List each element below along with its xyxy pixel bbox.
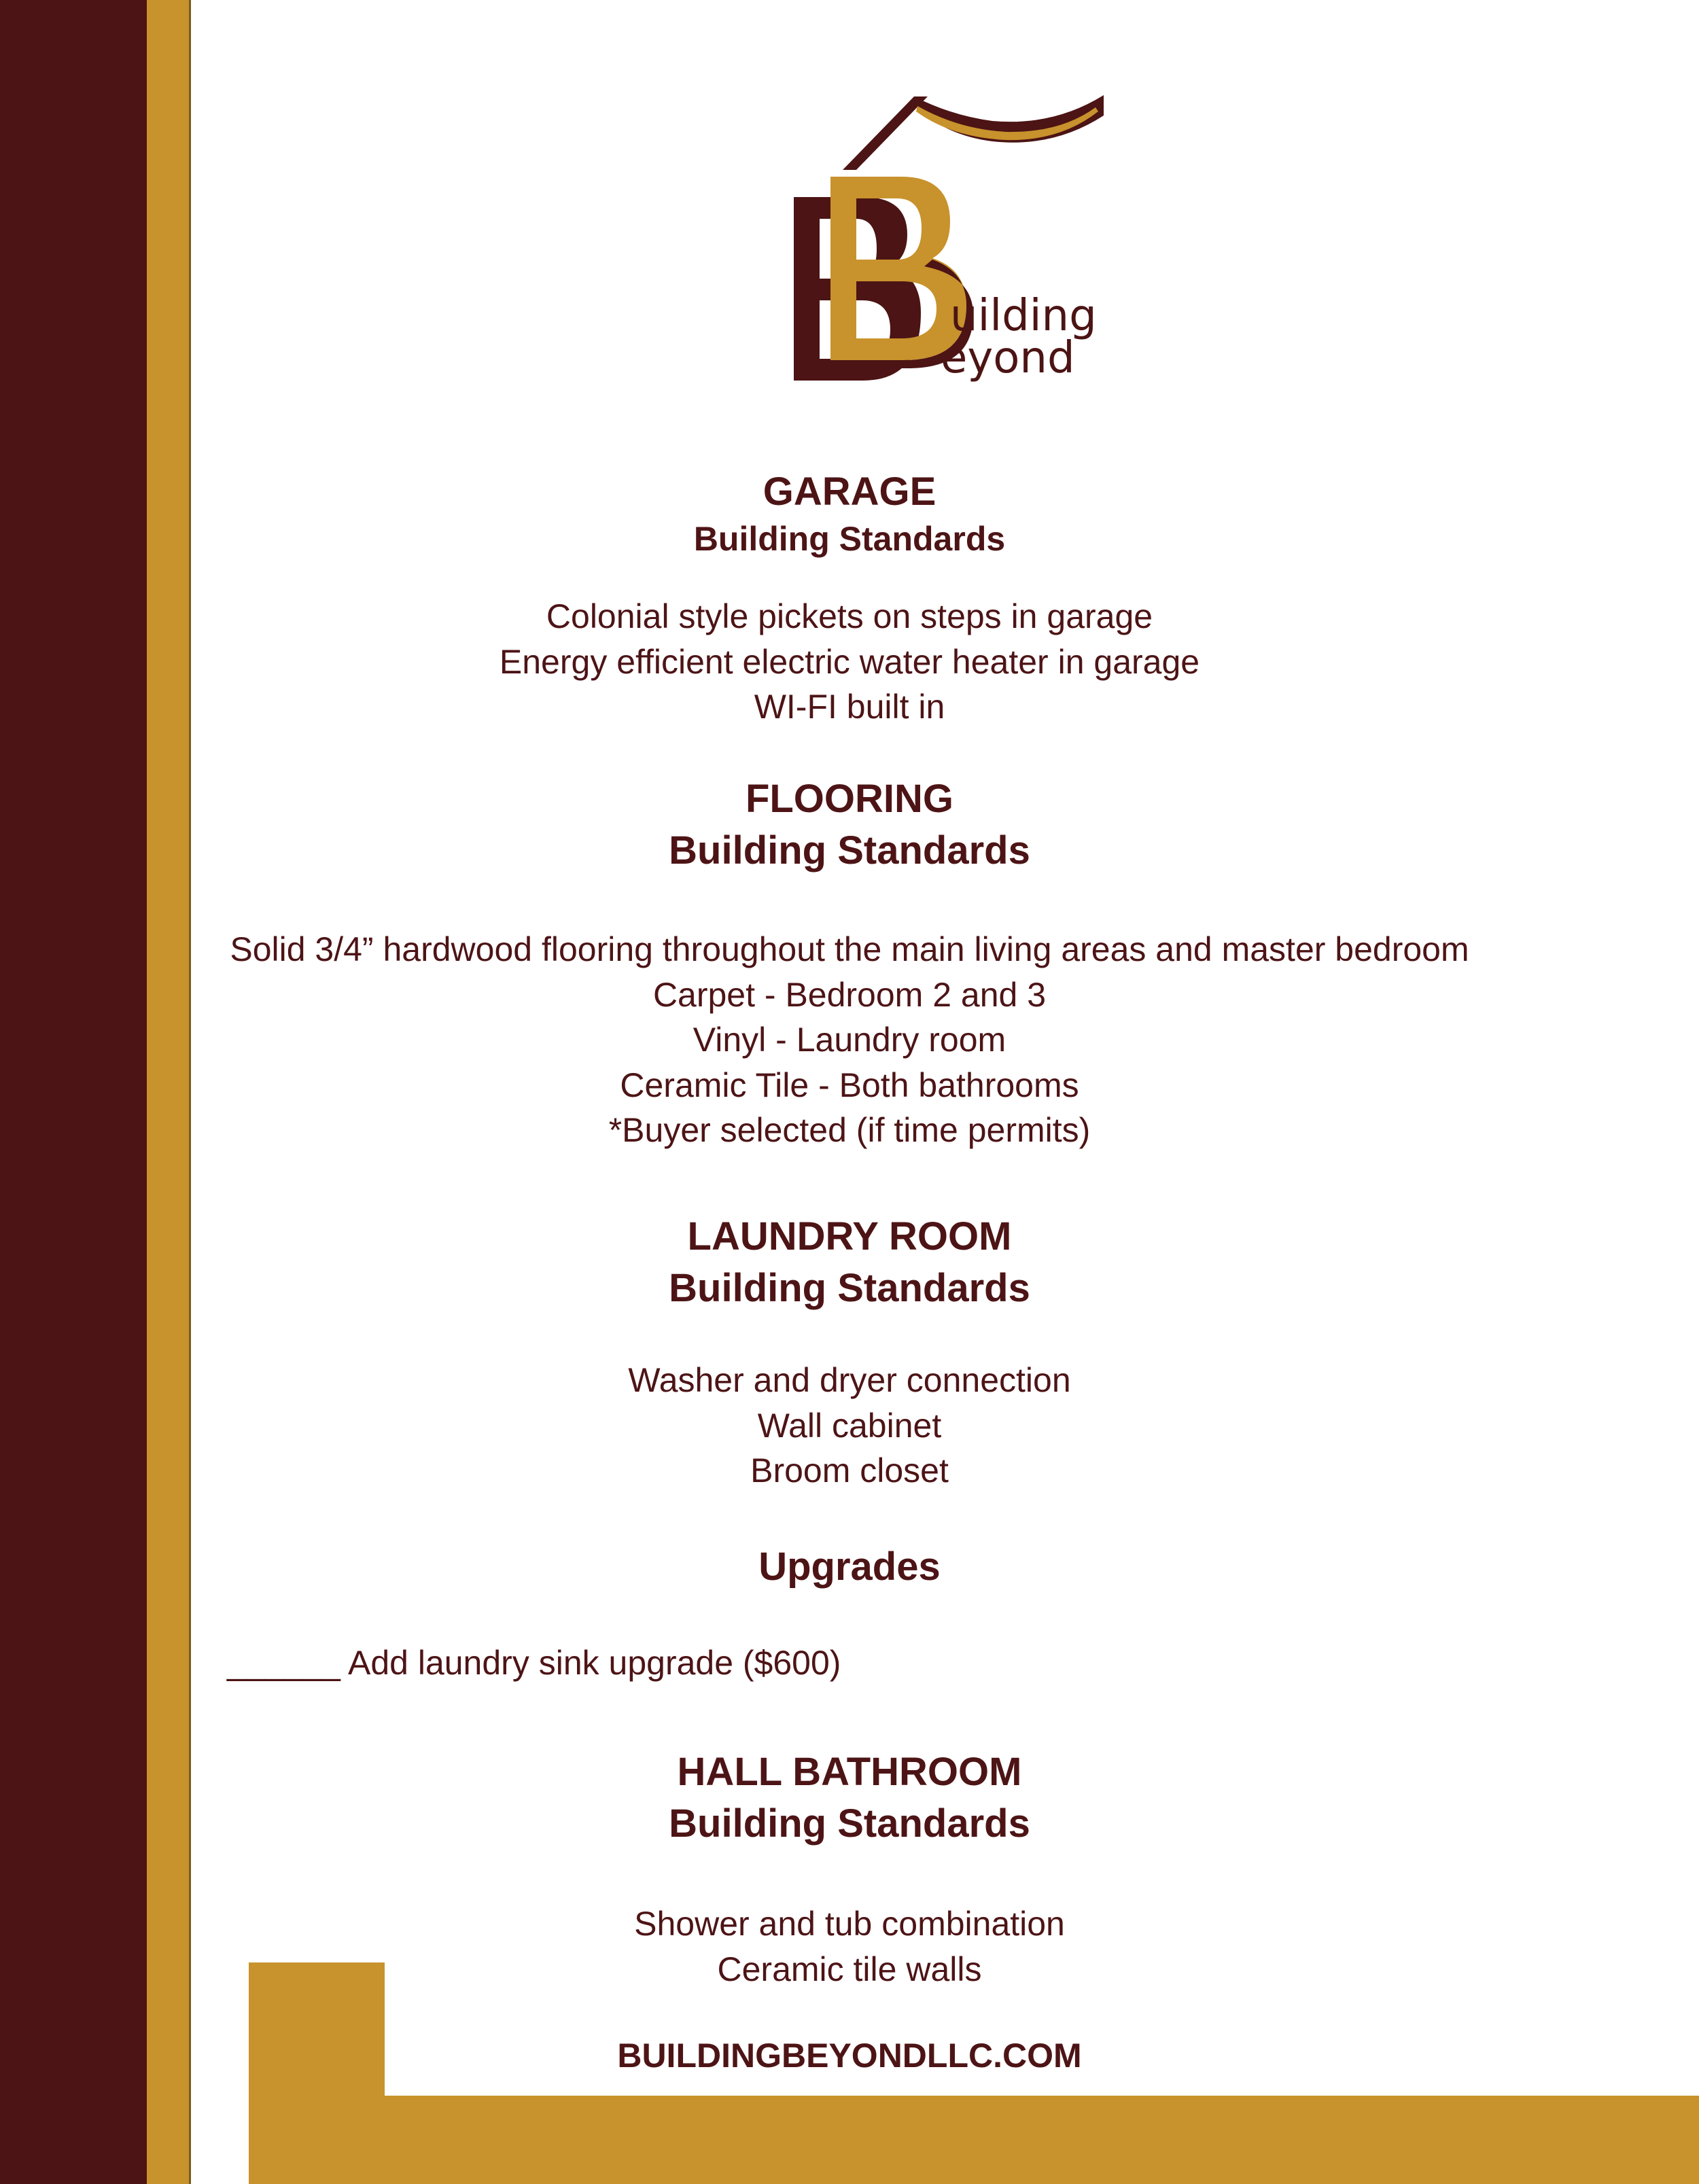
list-item: Shower and tub combination [634, 1905, 1065, 1943]
flooring-subtitle: Building Standards [669, 828, 1030, 873]
list-item: Energy efficient electric water heater in garage [499, 642, 1200, 681]
garage-title: GARAGE [763, 470, 936, 514]
laundry-sink-upgrade-item: ______ Add laundry sink upgrade ($600) [227, 1644, 841, 1682]
list-item: Ceramic Tile - Both bathrooms [620, 1065, 1079, 1104]
laundry-section [0, 1211, 1699, 1314]
list-item: Ceramic tile walls [717, 1950, 982, 1988]
list-item: WI-FI built in [754, 688, 945, 726]
flooring-items [0, 927, 1699, 1153]
list-item: Broom closet [750, 1451, 949, 1490]
list-item: *Buyer selected (if time permits) [608, 1111, 1091, 1149]
garage-section [0, 466, 1699, 560]
website-link[interactable]: BUILDINGBEYONDLLC.COM [617, 2037, 1082, 2075]
hall-bathroom-title: HALL BATHROOM [677, 1750, 1022, 1794]
list-item: Carpet - Bedroom 2 and 3 [652, 975, 1047, 1014]
footer-website-block [0, 2033, 1699, 2078]
list-item: Wall cabinet [757, 1406, 942, 1445]
footer-gold-strip [385, 2096, 1699, 2184]
laundry-title: LAUNDRY ROOM [687, 1214, 1012, 1258]
list-item: Washer and dryer connection [628, 1361, 1071, 1399]
garage-subtitle: Building Standards [693, 520, 1006, 558]
upgrades-title: Upgrades [758, 1545, 941, 1589]
hall-bathroom-subtitle: Building Standards [669, 1801, 1030, 1846]
laundry-subtitle: Building Standards [669, 1266, 1030, 1310]
list-item: Colonial style pickets on steps in garage [546, 597, 1153, 635]
flooring-section [0, 773, 1699, 877]
logo-wordmark-line2: eyond [941, 333, 1075, 383]
hall-bathroom-items [0, 1901, 1699, 1992]
hall-bathroom-section [0, 1746, 1699, 1850]
list-item: Vinyl - Laundry room [693, 1021, 1006, 1059]
laundry-items [0, 1358, 1699, 1494]
house-roof-bb-logo-icon [788, 88, 1115, 387]
list-item: Solid 3/4” hardwood flooring throughout the main living areas and master bedroom [230, 930, 1469, 968]
upgrades-heading-block [0, 1541, 1699, 1593]
garage-items [0, 594, 1699, 730]
flooring-title: FLOORING [745, 777, 954, 821]
logo-wordmark-line1: uilding [950, 291, 1097, 341]
